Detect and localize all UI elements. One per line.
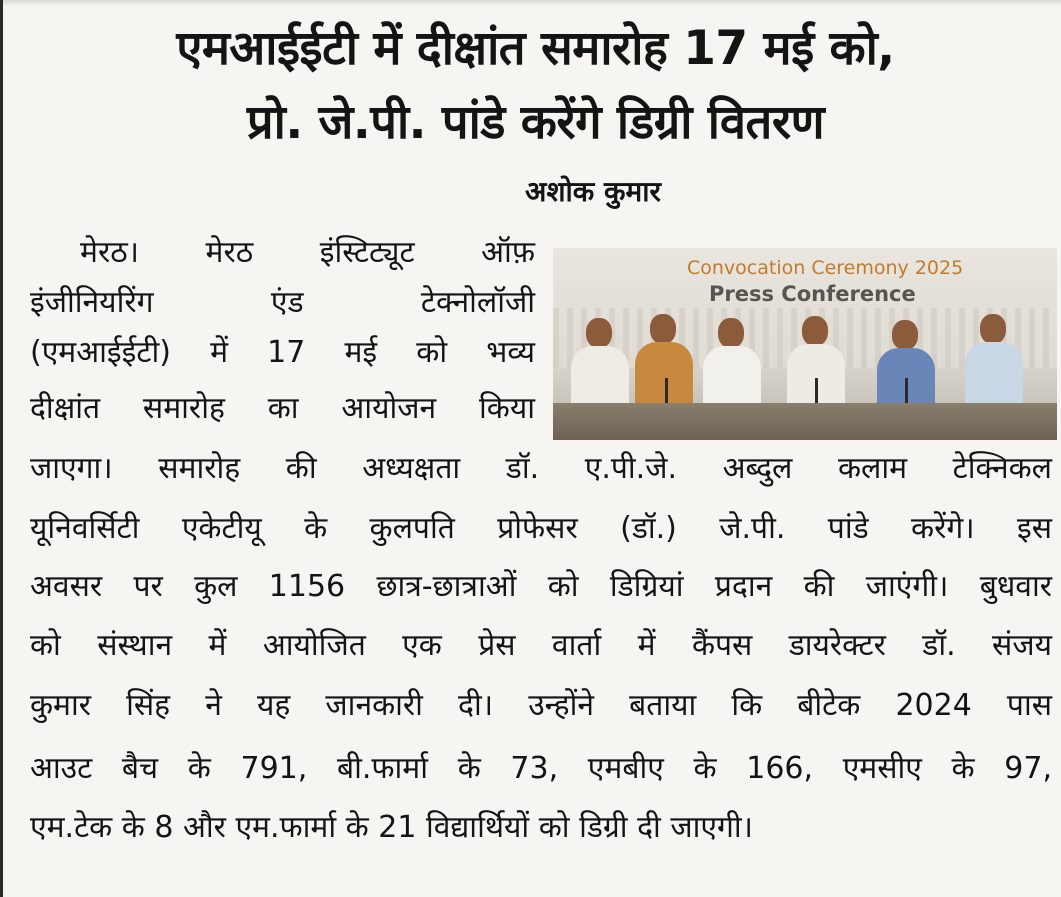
body-line: यूनिवर्सिटी एकेटीयू के कुलपति प्रोफेसर (डॉ.) जे.पी. पांडे करेंगे। इस xyxy=(30,511,1052,546)
photo-banner-subtitle: Press Conference xyxy=(709,282,916,306)
body-line: आउट बैच के 791, बी.फार्मा के 73, एमबीए के 166, एमसीए के 97, xyxy=(30,751,1052,786)
photo-banner-title: Convocation Ceremony 2025 xyxy=(687,257,964,279)
body-line: अवसर पर कुल 1156 छात्र-छात्राओं को डिग्रियां प्रदान की जाएंगी। बुधवार xyxy=(30,569,1052,604)
body-line: कुमार सिंह ने यह जानकारी दी। उन्होंने बताया कि बीटेक 2024 पास xyxy=(30,688,1052,723)
headline-line-1: एमआईईटी में दीक्षांत समारोह 17 मई को, xyxy=(176,21,895,76)
body-line: जाएगा। समारोह की अध्यक्षता डॉ. ए.पी.जे. अब्दुल कलाम टेक्निकल xyxy=(30,451,1052,486)
conference-table xyxy=(553,403,1057,440)
microphone-icon xyxy=(905,378,908,404)
body-line: को संस्थान में आयोजित एक प्रेस वार्ता में कैंपस डायरेक्टर डॉ. संजय xyxy=(30,628,1052,663)
body-line: एम.टेक के 8 और एम.फार्मा के 21 विद्यार्थियों को डिग्री दी जाएगी। xyxy=(30,810,753,845)
body-line: इंजीनियरिंग एंड टेक्नोलॉजी xyxy=(30,285,535,320)
byline: अशोक कुमार xyxy=(525,175,661,208)
body-line: (एमआईईटी) में 17 मई को भव्य xyxy=(30,335,535,370)
headline-line-2: प्रो. जे.पी. पांडे करेंगे डिग्री वितरण xyxy=(246,95,825,150)
microphone-icon xyxy=(815,378,818,404)
top-rule xyxy=(3,0,1061,6)
press-conference-photo xyxy=(553,248,1057,440)
body-line: दीक्षांत समारोह का आयोजन किया xyxy=(30,391,535,426)
microphone-icon xyxy=(665,378,668,404)
body-line: मेरठ। मेरठ इंस्टिट्यूट ऑफ़ xyxy=(80,235,535,270)
